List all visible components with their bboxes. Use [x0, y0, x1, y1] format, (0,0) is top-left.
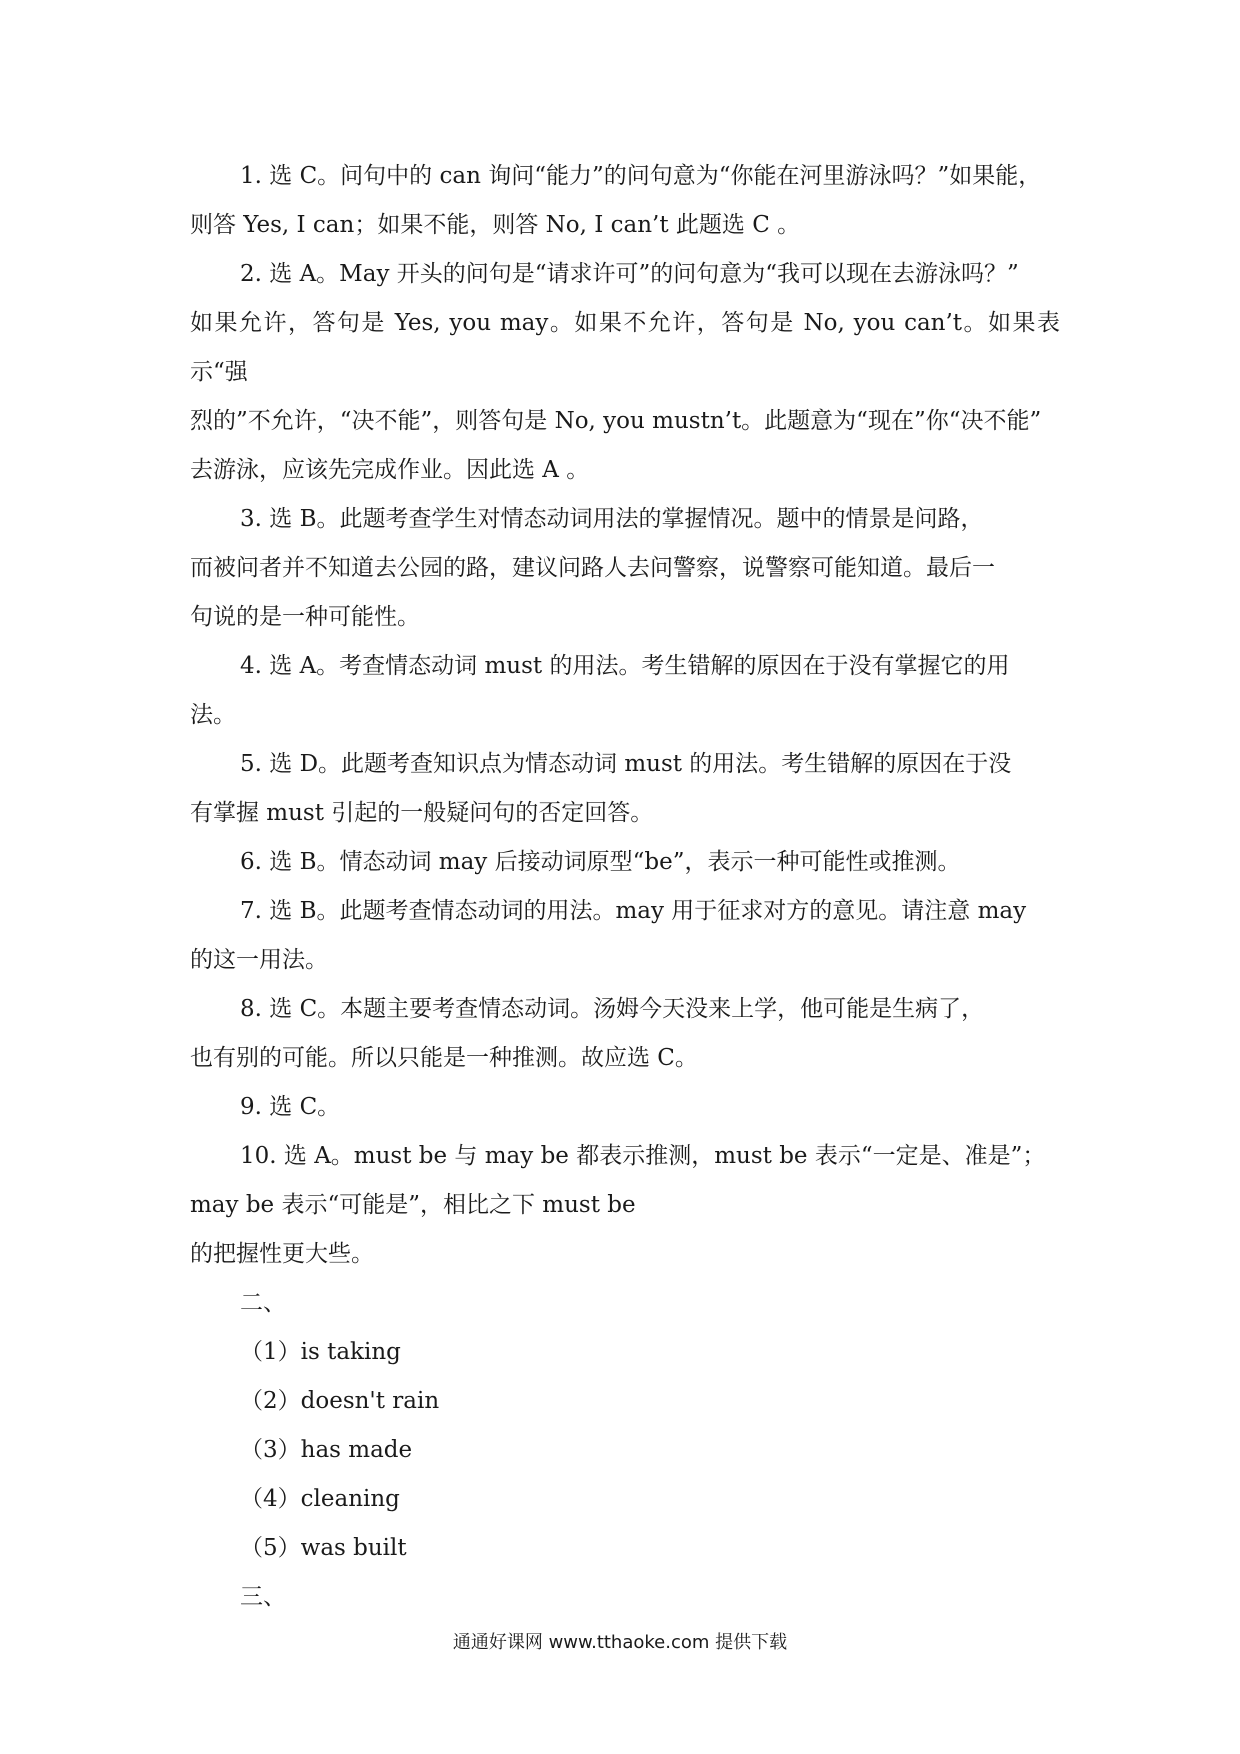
explanation-line: may be 表示“可能是”，相比之下 must be [190, 1192, 636, 1218]
section-heading-2: 二、 [240, 1290, 286, 1316]
page-footer: 通通好课网 www.tthaoke.com 提供下载 [452, 1632, 788, 1653]
explanation-5 [190, 740, 1060, 838]
explanation-line: 的把握性更大些。 [190, 1241, 374, 1267]
explanation-10 [190, 1132, 1060, 1279]
answer-item-2: （2）doesn't rain [240, 1388, 440, 1414]
explanation-line: 的这一用法。 [190, 947, 328, 973]
explanation-line: 法。 [190, 702, 236, 728]
explanation-line: 1. 选 C。问句中的 can 询问“能力”的问句意为“你能在河里游泳吗？”如果能， [240, 163, 1042, 189]
explanation-line: 10. 选 A。must be 与 may be 都表示推测，must be 表示“一定是、准是”； [240, 1143, 1046, 1169]
explanation-line: 则答 Yes, I can；如果不能，则答 No, I can’t 此题选 C 。 [190, 212, 801, 238]
explanation-line: 7. 选 B。此题考查情态动词的用法。may 用于征求对方的意见。请注意 may [240, 898, 1027, 924]
explanation-2 [190, 250, 1060, 495]
explanation-8 [190, 985, 1060, 1083]
explanation-line: 烈的”不允许，“决不能”，则答句是 No, you mustn’t。此题意为“现在”你“决不能” [190, 408, 1042, 434]
explanation-line: 2. 选 A。May 开头的问句是“请求许可”的问句意为“我可以现在去游泳吗？” [240, 261, 1019, 287]
answer-item-5: （5）was built [240, 1535, 407, 1561]
explanation-9 [190, 1083, 1060, 1132]
explanation-line: 6. 选 B。情态动词 may 后接动词原型“be”，表示一种可能性或推测。 [240, 849, 961, 875]
explanation-line: 5. 选 D。此题考查知识点为情态动词 must 的用法。考生错解的原因在于没 [240, 751, 1012, 777]
explanation-line: 去游泳，应该先完成作业。因此选 A 。 [190, 457, 590, 483]
answer-content [190, 152, 1060, 1622]
answer-item-3: （3）has made [240, 1437, 413, 1463]
section-heading-3: 三、 [240, 1584, 286, 1610]
explanation-line: 句说的是一种可能性。 [190, 604, 420, 630]
explanation-line: 有掌握 must 引起的一般疑问句的否定回答。 [190, 800, 654, 826]
explanation-6 [190, 838, 1060, 887]
explanation-1 [190, 152, 1060, 250]
explanation-3 [190, 495, 1060, 642]
explanation-line: 如果允许，答句是 Yes, you may。如果不允许，答句是 No, you can’t。如果表示“强 [190, 310, 1060, 385]
explanation-line: 4. 选 A。考查情态动词 must 的用法。考生错解的原因在于没有掌握它的用 [240, 653, 1010, 679]
explanation-line: 而被问者并不知道去公园的路，建议问路人去问警察，说警察可能知道。最后一 [190, 555, 995, 581]
answer-item-4: （4）cleaning [240, 1486, 400, 1512]
explanation-line: 8. 选 C。本题主要考查情态动词。汤姆今天没来上学，他可能是生病了， [240, 996, 985, 1022]
explanation-7 [190, 887, 1060, 985]
explanation-line: 也有别的可能。所以只能是一种推测。故应选 C。 [190, 1045, 698, 1071]
explanation-line: 9. 选 C。 [240, 1094, 341, 1120]
explanation-line: 3. 选 B。此题考查学生对情态动词用法的掌握情况。题中的情景是问路， [240, 506, 984, 532]
answer-item-1: （1）is taking [240, 1339, 401, 1365]
explanation-4 [190, 642, 1060, 740]
